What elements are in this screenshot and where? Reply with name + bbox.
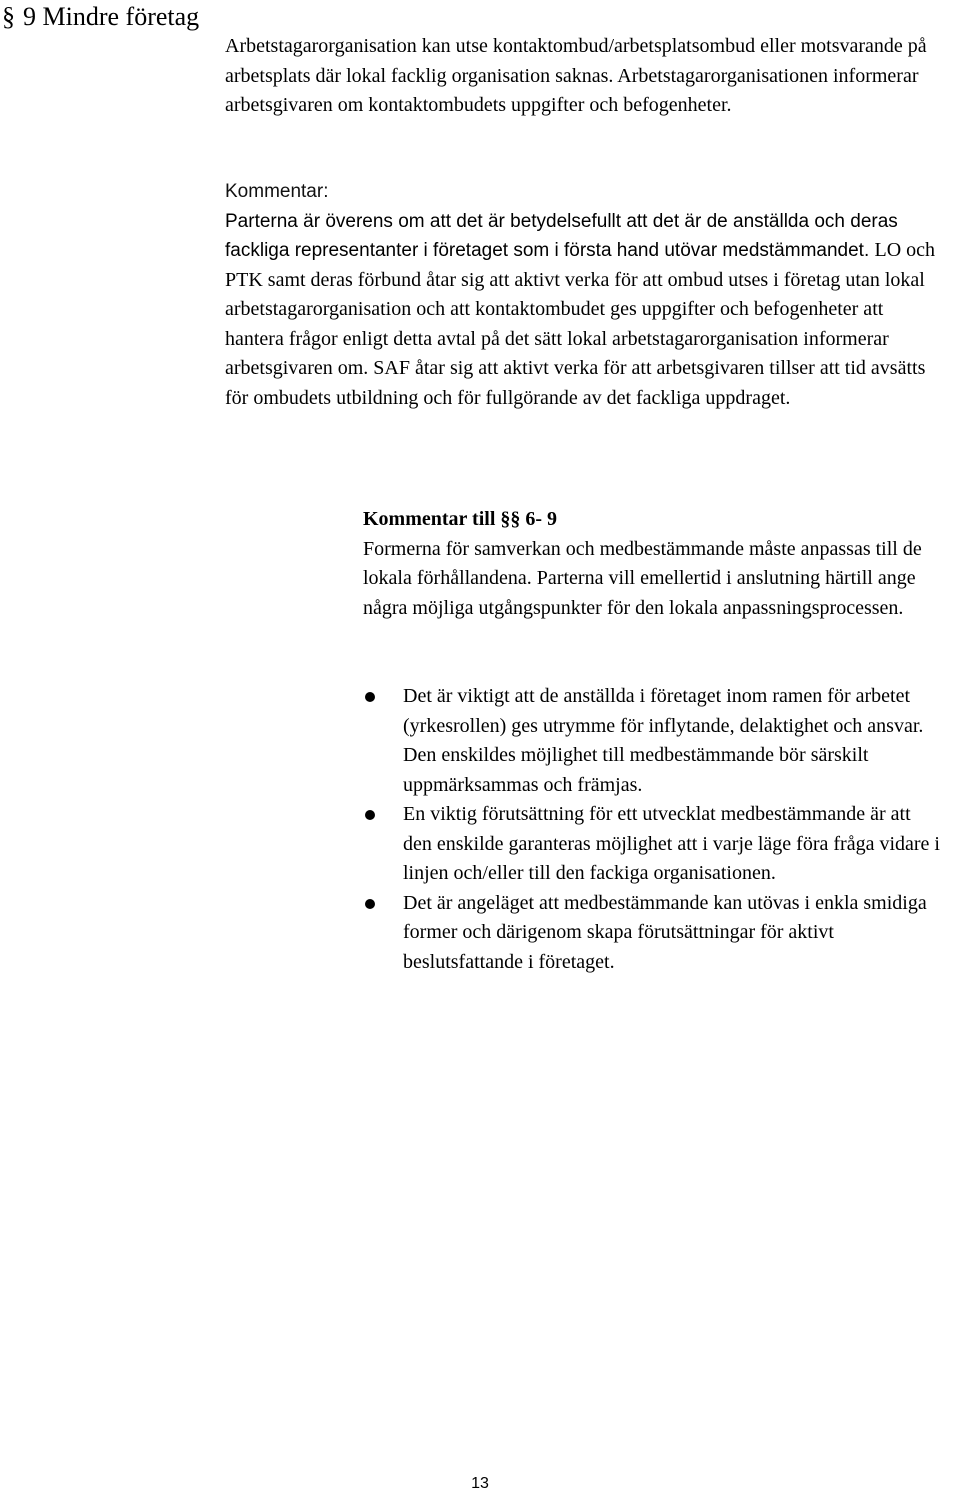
kommentar-serif-text: LO och PTK samt deras förbund åtar sig att aktivt verka för att ombud utses i företag utan lokal arbetstagarorganisation och att kontaktombudet ges uppgifter och befogenheter att hantera frågor enligt detta avtal på det sätt lokal arbetstagarorganisation informerar arbetsgivaren om. SAF åtar sig att aktivt verka för att arbetsgivaren tillser att tid avsätts för ombudets utbildning och för fullgörande av det fackliga uppdraget. bbox=[225, 239, 936, 409]
bullet-icon bbox=[365, 810, 375, 820]
section-sign: § bbox=[2, 2, 15, 31]
list-item-text: Det är viktigt att de anställda i företaget inom ramen för arbetet (yrkesrollen) ges utrymme för inflytande, delaktighet och ansvar. Den enskildes möjlighet till medbestämmande bör särskilt uppmärksammas och främjas. bbox=[403, 685, 924, 796]
kommentar-section bbox=[225, 177, 937, 413]
kommentar-label: Kommentar: bbox=[225, 181, 329, 202]
bullet-list bbox=[363, 682, 943, 977]
intro-paragraph bbox=[225, 32, 937, 121]
intro-text: Arbetstagarorganisation kan utse kontaktombud/arbetsplatsombud eller motsvarande på arbetsplats där lokal facklig organisation saknas. Arbetstagarorganisationen informerar arbetsgivaren om kontaktombudets uppgifter och befogenheter. bbox=[225, 35, 927, 116]
list-item bbox=[363, 800, 943, 889]
list-item-text: En viktig förutsättning för ett utvecklat medbestämmande är att den enskilde garanteras möjlighet att i varje läge föra fråga vidare i linjen och/eller till den fackiga organisationen. bbox=[403, 803, 940, 884]
section-title: 9 Mindre företag bbox=[23, 2, 200, 31]
bullet-icon bbox=[365, 692, 375, 702]
section-heading bbox=[2, 0, 199, 34]
page-number: 13 bbox=[471, 1475, 489, 1492]
list-item bbox=[363, 889, 943, 978]
kommentar-text bbox=[225, 207, 937, 414]
kommentar-till-text: Formerna för samverkan och medbestämmande måste anpassas till de lokala förhållandena. Parterna vill emellertid i anslutning härtill ange några möjliga utgångspunkter för den lokala anpassningsprocessen. bbox=[363, 537, 922, 619]
kommentar-till-section bbox=[363, 505, 923, 623]
kommentar-till-title: Kommentar till §§ 6- 9 bbox=[363, 508, 558, 530]
kommentar-sans-text: Parterna är överens om att det är betydelsefullt att det är de anställda och deras fackliga representanter i företaget som i första hand utövar medstämmandet. bbox=[225, 210, 898, 261]
bullet-icon bbox=[365, 899, 375, 909]
list-item-text: Det är angeläget att medbestämmande kan utövas i enkla smidiga former och därigenom skapa förutsättningar för aktivt beslutsfattande i företaget. bbox=[403, 891, 927, 973]
list-item bbox=[363, 682, 943, 800]
